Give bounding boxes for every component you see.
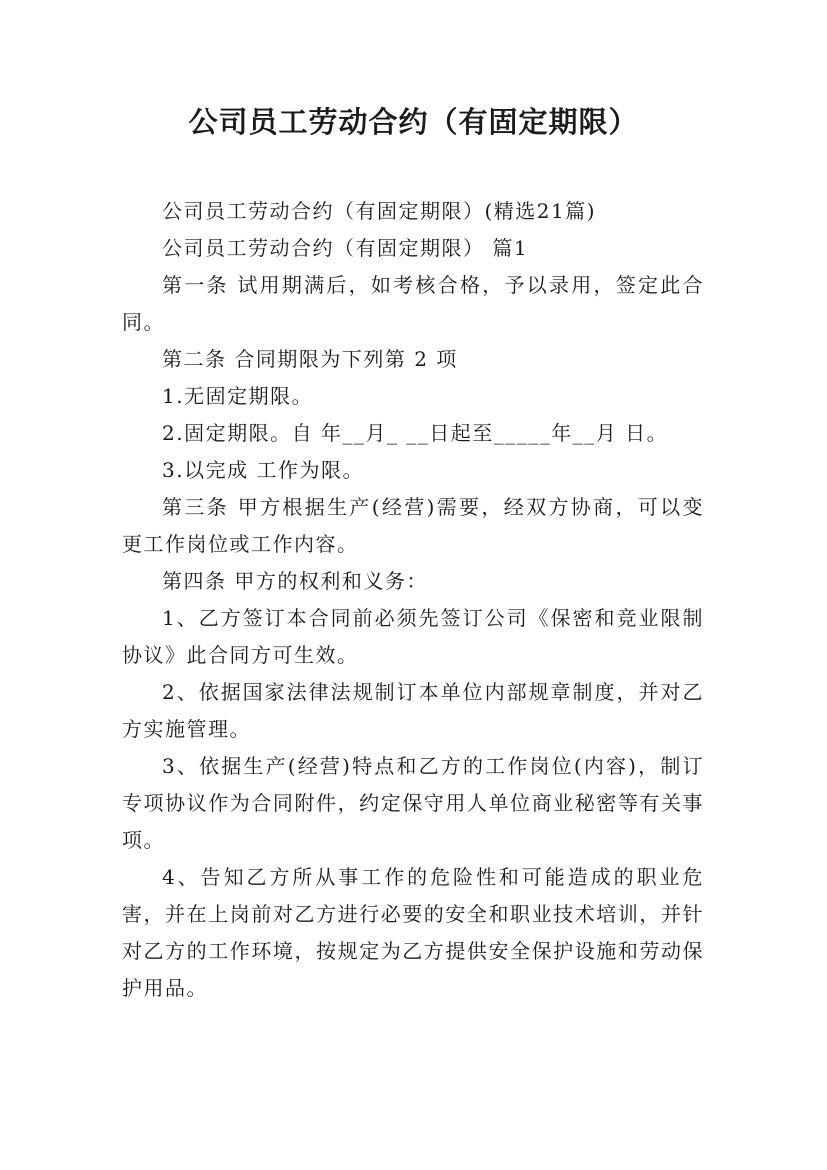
- paragraph-section-heading: 公司员工劳动合约（有固定期限） 篇1: [162, 236, 529, 260]
- paragraph-article-3: 第三条 甲方根据生产(经营)需要，经双方协商，可以变更工作岗位或工作内容。: [122, 495, 704, 556]
- paragraph-article-2-option-2: 2.固定期限。自 年__月_ __日起至_____年__月 日。: [162, 421, 669, 445]
- paragraph-article-1: 第一条 试用期满后，如考核合格，予以录用，签定此合同。: [122, 273, 704, 334]
- document-body: [122, 193, 704, 1007]
- paragraph-article-4-item-4: 4、告知乙方所从事工作的危险性和可能造成的职业危害，并在上岗前对乙方进行必要的安全和职业技术培训，并针对乙方的工作环境，按规定为乙方提供安全保护设施和劳动保护用品。: [122, 865, 704, 1000]
- paragraph-article-4-item-2: 2、依据国家法律法规制订本单位内部规章制度，并对乙方实施管理。: [122, 680, 704, 741]
- paragraph-article-2-option-3: 3.以完成 工作为限。: [162, 458, 364, 482]
- paragraph-article-4-item-1: 1、乙方签订本合同前必须先签订公司《保密和竞业限制协议》此合同方可生效。: [122, 606, 704, 667]
- paragraph-article-4-item-3: 3、依据生产(经营)特点和乙方的工作岗位(内容)，制订专项协议作为合同附件，约定保守用人单位商业秘密等有关事项。: [122, 754, 704, 852]
- paragraph-article-2-option-1: 1.无固定期限。: [162, 384, 314, 408]
- paragraph-article-4: 第四条 甲方的权利和义务：: [162, 569, 428, 593]
- paragraph-subtitle: 公司员工劳动合约（有固定期限）(精选21篇): [162, 199, 597, 223]
- paragraph-article-2: 第二条 合同期限为下列第 2 项: [162, 347, 458, 371]
- document-title: 公司员工劳动合约（有固定期限）: [188, 105, 639, 139]
